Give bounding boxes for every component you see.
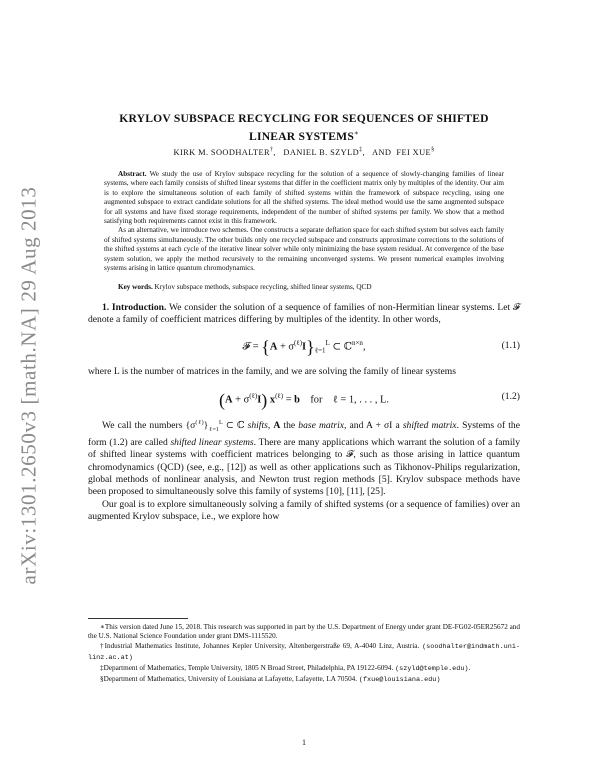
term-shifted-linear-systems: shifted linear systems <box>170 436 254 448</box>
paper-title <box>88 112 520 144</box>
intro-p3-d: , and A + σI a <box>344 420 400 432</box>
intro-p3-b: , <box>267 420 271 432</box>
equation-1-2 <box>88 383 520 413</box>
footnote-2-text: †Industrial Mathematics Institute, Johannes Kepler University, Altenbergerstraße 69, A-4040 Linz, Austria. <box>100 642 420 651</box>
title-footnote-mark: ∗ <box>353 129 359 137</box>
keywords-label: Key words. <box>118 283 153 291</box>
author-szyld: DANIEL B. SZYLD <box>283 147 360 157</box>
email-xue[interactable]: (fxue@louisiana.edu) <box>358 676 441 685</box>
equation-1-1-formula: 𝓕 = $\{A + \sigma^{(\ell)}I\}_{\ell=1}^L$ ⊂ ℂ$^{n\times n}$, <box>242 336 366 357</box>
term-shifted-matrix: shifted matrix <box>402 420 457 432</box>
footnote-rule <box>88 618 188 619</box>
keywords-text: Krylov subspace methods, subspace recycling, shifted linear systems, QCD <box>154 283 372 291</box>
footnote-2 <box>88 642 520 662</box>
footnote-3-text: ‡Department of Mathematics, Temple University, 1805 N Broad Street, Philadelphia, PA 19122-6094. <box>100 663 394 672</box>
author2-mark: ‡ <box>359 147 363 153</box>
keywords <box>104 283 504 292</box>
footnotes <box>88 618 520 686</box>
title-line-2: LINEAR SYSTEMS <box>249 129 354 143</box>
footnote-3-end: . <box>468 663 471 672</box>
intro-p3-c: the <box>283 420 296 432</box>
equation-1-1-number: (1.1) <box>501 339 520 351</box>
footnote-4 <box>88 675 520 685</box>
intro-paragraph-4: Our goal is to explore simultaneously solving a family of shifted systems (or a sequence of families) over an augmented Krylov subspace, i.e., we explore how <box>88 498 520 523</box>
intro-p3-f: . There are many applications which warrant the solution of a family of shifted linear systems with coefficient matrices belonging to 𝓕, such as those arising in lattice quantum chromodynamics (QCD) (see, e.g., [12]) as well as other applications such as Tikhonov-Philips regularization, global methods of nonlinear analysis, and Newton trust region methods [5]. Krylov subspace methods have been proposed to simultaneously solve this family of systems [10], [11], [25]. <box>88 436 520 498</box>
title-line-1: KRYLOV SUBSPACE RECYCLING FOR SEQUENCES OF SHIFTED <box>119 112 489 125</box>
equation-1-1 <box>88 332 520 362</box>
email-soodhalter[interactable]: (soodhalter@indmath.uni-linz.ac.at) <box>88 643 520 662</box>
author1-mark: † <box>270 147 274 153</box>
abstract <box>104 170 504 273</box>
intro-paragraph-2: where L is the number of matrices in the family, and we are solving the family of linear systems <box>88 365 457 377</box>
term-shifts: shifts <box>247 420 268 432</box>
abstract-label: Abstract. <box>118 170 147 178</box>
section-heading: 1. Introduction. <box>102 302 167 313</box>
author-xue: FEI XUE <box>396 147 432 157</box>
intro-p3-e: . Systems of the form (1.2) are called <box>88 420 520 448</box>
equation-1-2-formula: $(A + \sigma^{(\ell)}I)$ $x^{(\ell)} = b$ for ℓ = 1, . . . , L. <box>219 389 389 410</box>
footnote-1: ∗This version dated June 15, 2018. This research was supported in part by the U.S. Department of Energy under grant DE-FG02-05ER25672 and the U.S. National Science Foundation under grant DMS-1115520. <box>88 623 520 641</box>
author-soodhalter: KIRK M. SOODHALTER <box>173 147 270 157</box>
arxiv-sidebar-stamp <box>12 150 46 620</box>
abstract-paragraph-1: We study the use of Krylov subspace recycling for the solution of a sequence of slowly-changing families of linear systems, where each family consists of shifted linear systems that differ in the coefficient matrix only by multiples of the identity. Our aim is to explore the simultaneous solution of each family of shifted systems within the framework of subspace recycling, using one augmented subspace to extract candidate solutions for all the shifted systems. The ideal method would use the same augmented subspace for all systems and have fixed storage requirements, independent of the number of shifted systems per family. We show that a method satisfying both requirements cannot exist in this framework. <box>104 170 504 226</box>
intro-p3-a: We call the numbers <box>102 420 183 432</box>
author3-mark: § <box>431 147 435 153</box>
footnote-4-text: §Department of Mathematics, University of Louisiana at Lafayette, Lafayette, LA 70504. <box>100 675 358 684</box>
term-base-symbol: A <box>273 420 281 432</box>
author-and: AND <box>372 147 392 157</box>
equation-1-2-number: (1.2) <box>501 391 520 403</box>
page-number: 1 <box>302 738 306 747</box>
arxiv-identifier: arXiv:1301.2650v3 [math.NA] 29 Aug 2013 <box>16 186 41 584</box>
email-szyld[interactable]: (szyld@temple.edu) <box>395 664 469 673</box>
intro-paragraph-1: We consider the solution of a sequence of families of non-Hermitian linear systems. Let 𝓕 denote a family of coefficient matrices differing by multiples of the identity. In other words, <box>88 302 520 326</box>
introduction-section: 1. Introduction. We consider the solution of a sequence of families of non-Hermitian linear systems. Let 𝓕 denote a family of coefficient matrices differing by multiples of the identity. In other words, 𝓕 = $\{A + \sigma^{(\ell)}I\}_{\ell=1}^L$ ⊂ ℂ$^{n\times n}$, (1.1) where L is the number of matrices in the family, and we are solving the family of linear systems $(A + \sigma^{(\ell)}I)$ $x^{(\ell)} = b$ for ℓ = 1, . . . , L. (1.2) We call the numbers $\{\sigma^{(\ell)}\}_{\ell=1}^L$ ⊂ ℂ shifts, A the base matrix, and A + σI a shifted matrix. Systems of the form (1.2) are called shifted linear systems. There are many applications which warrant the solution of a family of shifted linear systems with coefficient matrices belonging to 𝓕, such as those arising in lattice quantum chromodynamics (QCD) (see, e.g., [12]) as well as other applications such as Tikhonov-Philips regularization, global methods of nonlinear analysis, and Newton trust region methods [5]. Krylov subspace methods have been proposed to simultaneously solve this family of systems [10], [11], [25]. Our goal is to explore simultaneously solving a family of shifted systems (or a sequence of families) over an augmented Krylov subspace, i.e., we explore how <box>88 302 520 523</box>
author-list: KIRK M. SOODHALTER†, DANIEL B. SZYLD‡, AND FEI XUE§ <box>173 147 435 157</box>
footnote-3 <box>88 664 520 674</box>
term-base-matrix: base matrix <box>298 420 345 432</box>
abstract-paragraph-2: As an alternative, we introduce two schemes. One constructs a separate deflation space for each shifted system but solves each family of shifted systems simultaneously. The other builds only one recycled subspace and constructs approximate corrections to the solutions of the shifted systems at each cycle of the iterative linear solver while only minimizing the base system residual. At convergence of the base system solution, we apply the method recursively to the remaining unconverged systems. We present numerical examples involving systems arising in lattice quantum chromodynamics. <box>104 226 504 273</box>
